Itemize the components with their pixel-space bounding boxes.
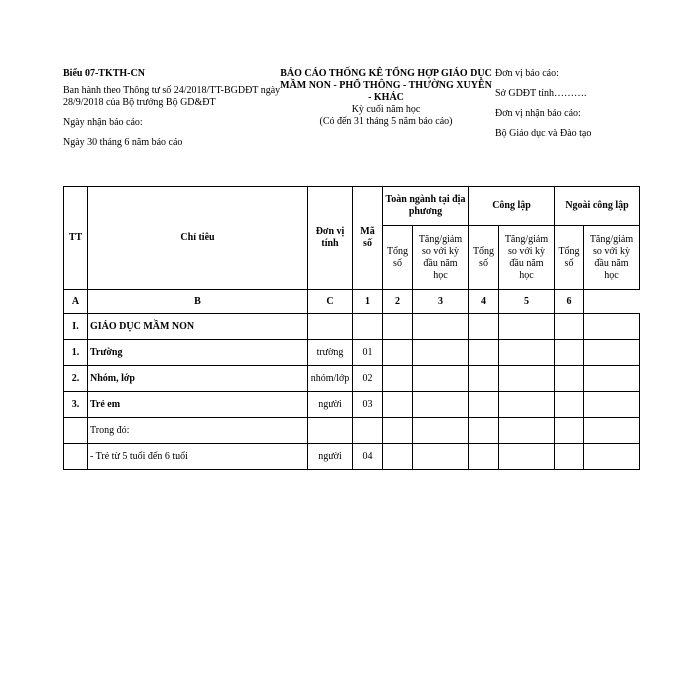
data-cell — [499, 340, 555, 366]
index-row — [64, 290, 640, 314]
receive-date: Ngày 30 tháng 6 năm báo cáo — [63, 137, 183, 148]
row-code: 02 — [353, 366, 383, 392]
data-cell — [413, 340, 469, 366]
data-cell — [584, 392, 640, 418]
data-cell — [413, 392, 469, 418]
data-cell — [383, 314, 413, 340]
table-row — [64, 340, 640, 366]
index-cell: 6 — [555, 290, 584, 314]
header-center — [278, 68, 494, 128]
sub-change: Tăng/giảm so với kỳ đầu năm học — [584, 226, 640, 290]
data-cell — [469, 366, 499, 392]
data-cell — [584, 366, 640, 392]
row-tt: 3. — [64, 392, 88, 418]
data-cell — [383, 366, 413, 392]
table-row — [64, 366, 640, 392]
row-label: - Trẻ từ 5 tuổi đến 6 tuổi — [88, 444, 308, 470]
row-code: 03 — [353, 392, 383, 418]
report-cutoff: (Có đến 31 tháng 5 năm báo cáo) — [319, 116, 453, 127]
data-cell — [469, 418, 499, 444]
row-label: Trong đó: — [88, 418, 308, 444]
report-table — [63, 186, 640, 470]
row-unit: người — [308, 444, 353, 470]
reporting-unit-label: Đơn vị báo cáo: — [495, 68, 559, 79]
data-cell — [584, 418, 640, 444]
sub-total: Tổng số — [555, 226, 584, 290]
table-row — [64, 418, 640, 444]
data-cell — [499, 444, 555, 470]
report-period: Kỳ cuối năm học — [351, 104, 421, 115]
row-tt: I. — [64, 314, 88, 340]
data-cell — [555, 314, 584, 340]
header-right — [495, 68, 655, 148]
receive-label: Ngày nhận báo cáo: — [63, 117, 143, 128]
row-tt — [64, 418, 88, 444]
data-cell — [413, 418, 469, 444]
report-title: BÁO CÁO THỐNG KÊ TỔNG HỢP GIÁO DỤC MẦM NON - PHỔ THÔNG - THƯỜNG XUYÊN - KHÁC — [280, 68, 492, 103]
index-cell: 1 — [353, 290, 383, 314]
index-cell: A — [64, 290, 88, 314]
group-local: Toàn ngành tại địa phương — [383, 187, 469, 226]
index-cell: 4 — [469, 290, 499, 314]
group-public: Công lập — [469, 187, 555, 226]
row-tt: 2. — [64, 366, 88, 392]
index-cell: B — [88, 290, 308, 314]
table-row — [64, 444, 640, 470]
row-code — [353, 418, 383, 444]
data-cell — [499, 314, 555, 340]
data-cell — [469, 444, 499, 470]
data-cell — [584, 314, 640, 340]
col-indicator: Chỉ tiêu — [88, 187, 308, 290]
data-cell — [469, 314, 499, 340]
data-cell — [555, 444, 584, 470]
data-cell — [469, 340, 499, 366]
data-cell — [413, 366, 469, 392]
data-cell — [469, 392, 499, 418]
receiving-unit: Bộ Giáo dục và Đào tạo — [495, 128, 592, 139]
data-cell — [383, 392, 413, 418]
data-cell — [413, 444, 469, 470]
index-cell: 5 — [499, 290, 555, 314]
data-cell — [383, 444, 413, 470]
row-unit: người — [308, 392, 353, 418]
data-cell — [383, 340, 413, 366]
data-cell — [555, 366, 584, 392]
row-label: Trường — [88, 340, 308, 366]
data-cell — [499, 418, 555, 444]
data-cell — [383, 418, 413, 444]
row-unit: trường — [308, 340, 353, 366]
col-unit: Đơn vị tính — [308, 187, 353, 290]
row-code: 01 — [353, 340, 383, 366]
form-code: Biểu 07-TKTH-CN — [63, 68, 145, 79]
index-cell: 2 — [383, 290, 413, 314]
data-cell — [499, 392, 555, 418]
row-code: 04 — [353, 444, 383, 470]
data-cell — [499, 366, 555, 392]
row-label: GIÁO DỤC MẦM NON — [88, 314, 308, 340]
table-row — [64, 314, 640, 340]
issued-by: Ban hành theo Thông tư số 24/2018/TT-BGDĐT ngày 28/9/2018 của Bộ trưởng Bộ GD&ĐT — [63, 85, 281, 108]
sub-total: Tổng số — [469, 226, 499, 290]
row-label: Nhóm, lớp — [88, 366, 308, 392]
header-left — [63, 68, 288, 149]
row-unit: nhóm/lớp — [308, 366, 353, 392]
index-cell: C — [308, 290, 353, 314]
row-tt: 1. — [64, 340, 88, 366]
row-tt — [64, 444, 88, 470]
table-row — [64, 392, 640, 418]
sub-change: Tăng/giảm so với kỳ đầu năm học — [413, 226, 469, 290]
data-cell — [584, 444, 640, 470]
data-cell — [555, 392, 584, 418]
row-unit — [308, 418, 353, 444]
data-cell — [555, 418, 584, 444]
index-cell: 3 — [413, 290, 469, 314]
sub-total: Tổng số — [383, 226, 413, 290]
sub-change: Tăng/giảm so với kỳ đầu năm học — [499, 226, 555, 290]
group-private: Ngoài công lập — [555, 187, 640, 226]
data-cell — [555, 340, 584, 366]
data-cell — [413, 314, 469, 340]
data-cell — [584, 340, 640, 366]
col-code: Mã số — [353, 187, 383, 290]
row-label: Trẻ em — [88, 392, 308, 418]
row-code — [353, 314, 383, 340]
reporting-unit: Sở GDĐT tỉnh………. — [495, 88, 587, 99]
row-unit — [308, 314, 353, 340]
receiving-unit-label: Đơn vị nhận báo cáo: — [495, 108, 581, 119]
col-tt: TT — [64, 187, 88, 290]
